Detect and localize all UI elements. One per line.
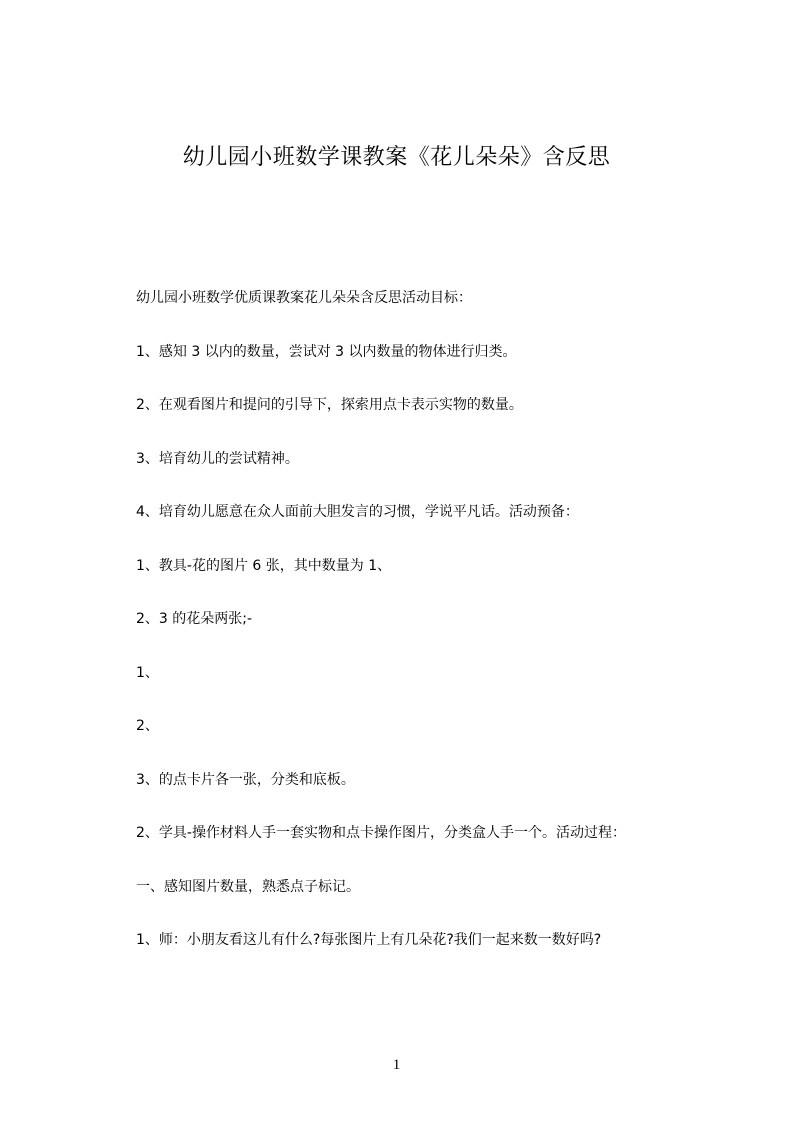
paragraph: 1、感知 3 以内的数量，尝试对 3 以内数量的物体进行归类。 <box>136 343 517 360</box>
document-body <box>136 286 706 982</box>
paragraph: 一、感知图片数量，熟悉点子标记。 <box>136 878 360 895</box>
page-number: 1 <box>392 1057 401 1073</box>
paragraph: 3、的点卡片各一张，分类和底板。 <box>136 771 355 788</box>
paragraph: 2、 <box>136 718 159 734</box>
paragraph: 2、3 的花朵两张;- <box>136 611 253 627</box>
paragraph: 1、教具-花的图片 6 张，其中数量为 1、 <box>136 557 392 574</box>
document-title: 幼儿园小班数学课教案《花儿朵朵》含反思 <box>182 145 611 170</box>
paragraph: 1、 <box>136 664 159 681</box>
paragraph: 1、师：小朋友看这儿有什么?每张图片上有几朵花?我们一起来数一数好吗? <box>136 932 602 948</box>
paragraph: 幼儿园小班数学优质课教案花儿朵朵含反思活动目标： <box>136 290 472 306</box>
paragraph: 2、学具-操作材料人手一套实物和点卡操作图片，分类盒人手一个。活动过程： <box>136 825 626 841</box>
paragraph: 2、在观看图片和提问的引导下，探索用点卡表示实物的数量。 <box>136 397 523 413</box>
paragraph: 3、培育幼儿的尝试精神。 <box>136 450 299 467</box>
paragraph: 4、培育幼儿愿意在众人面前大胆发言的习惯，学说平凡话。活动预备： <box>136 504 579 520</box>
